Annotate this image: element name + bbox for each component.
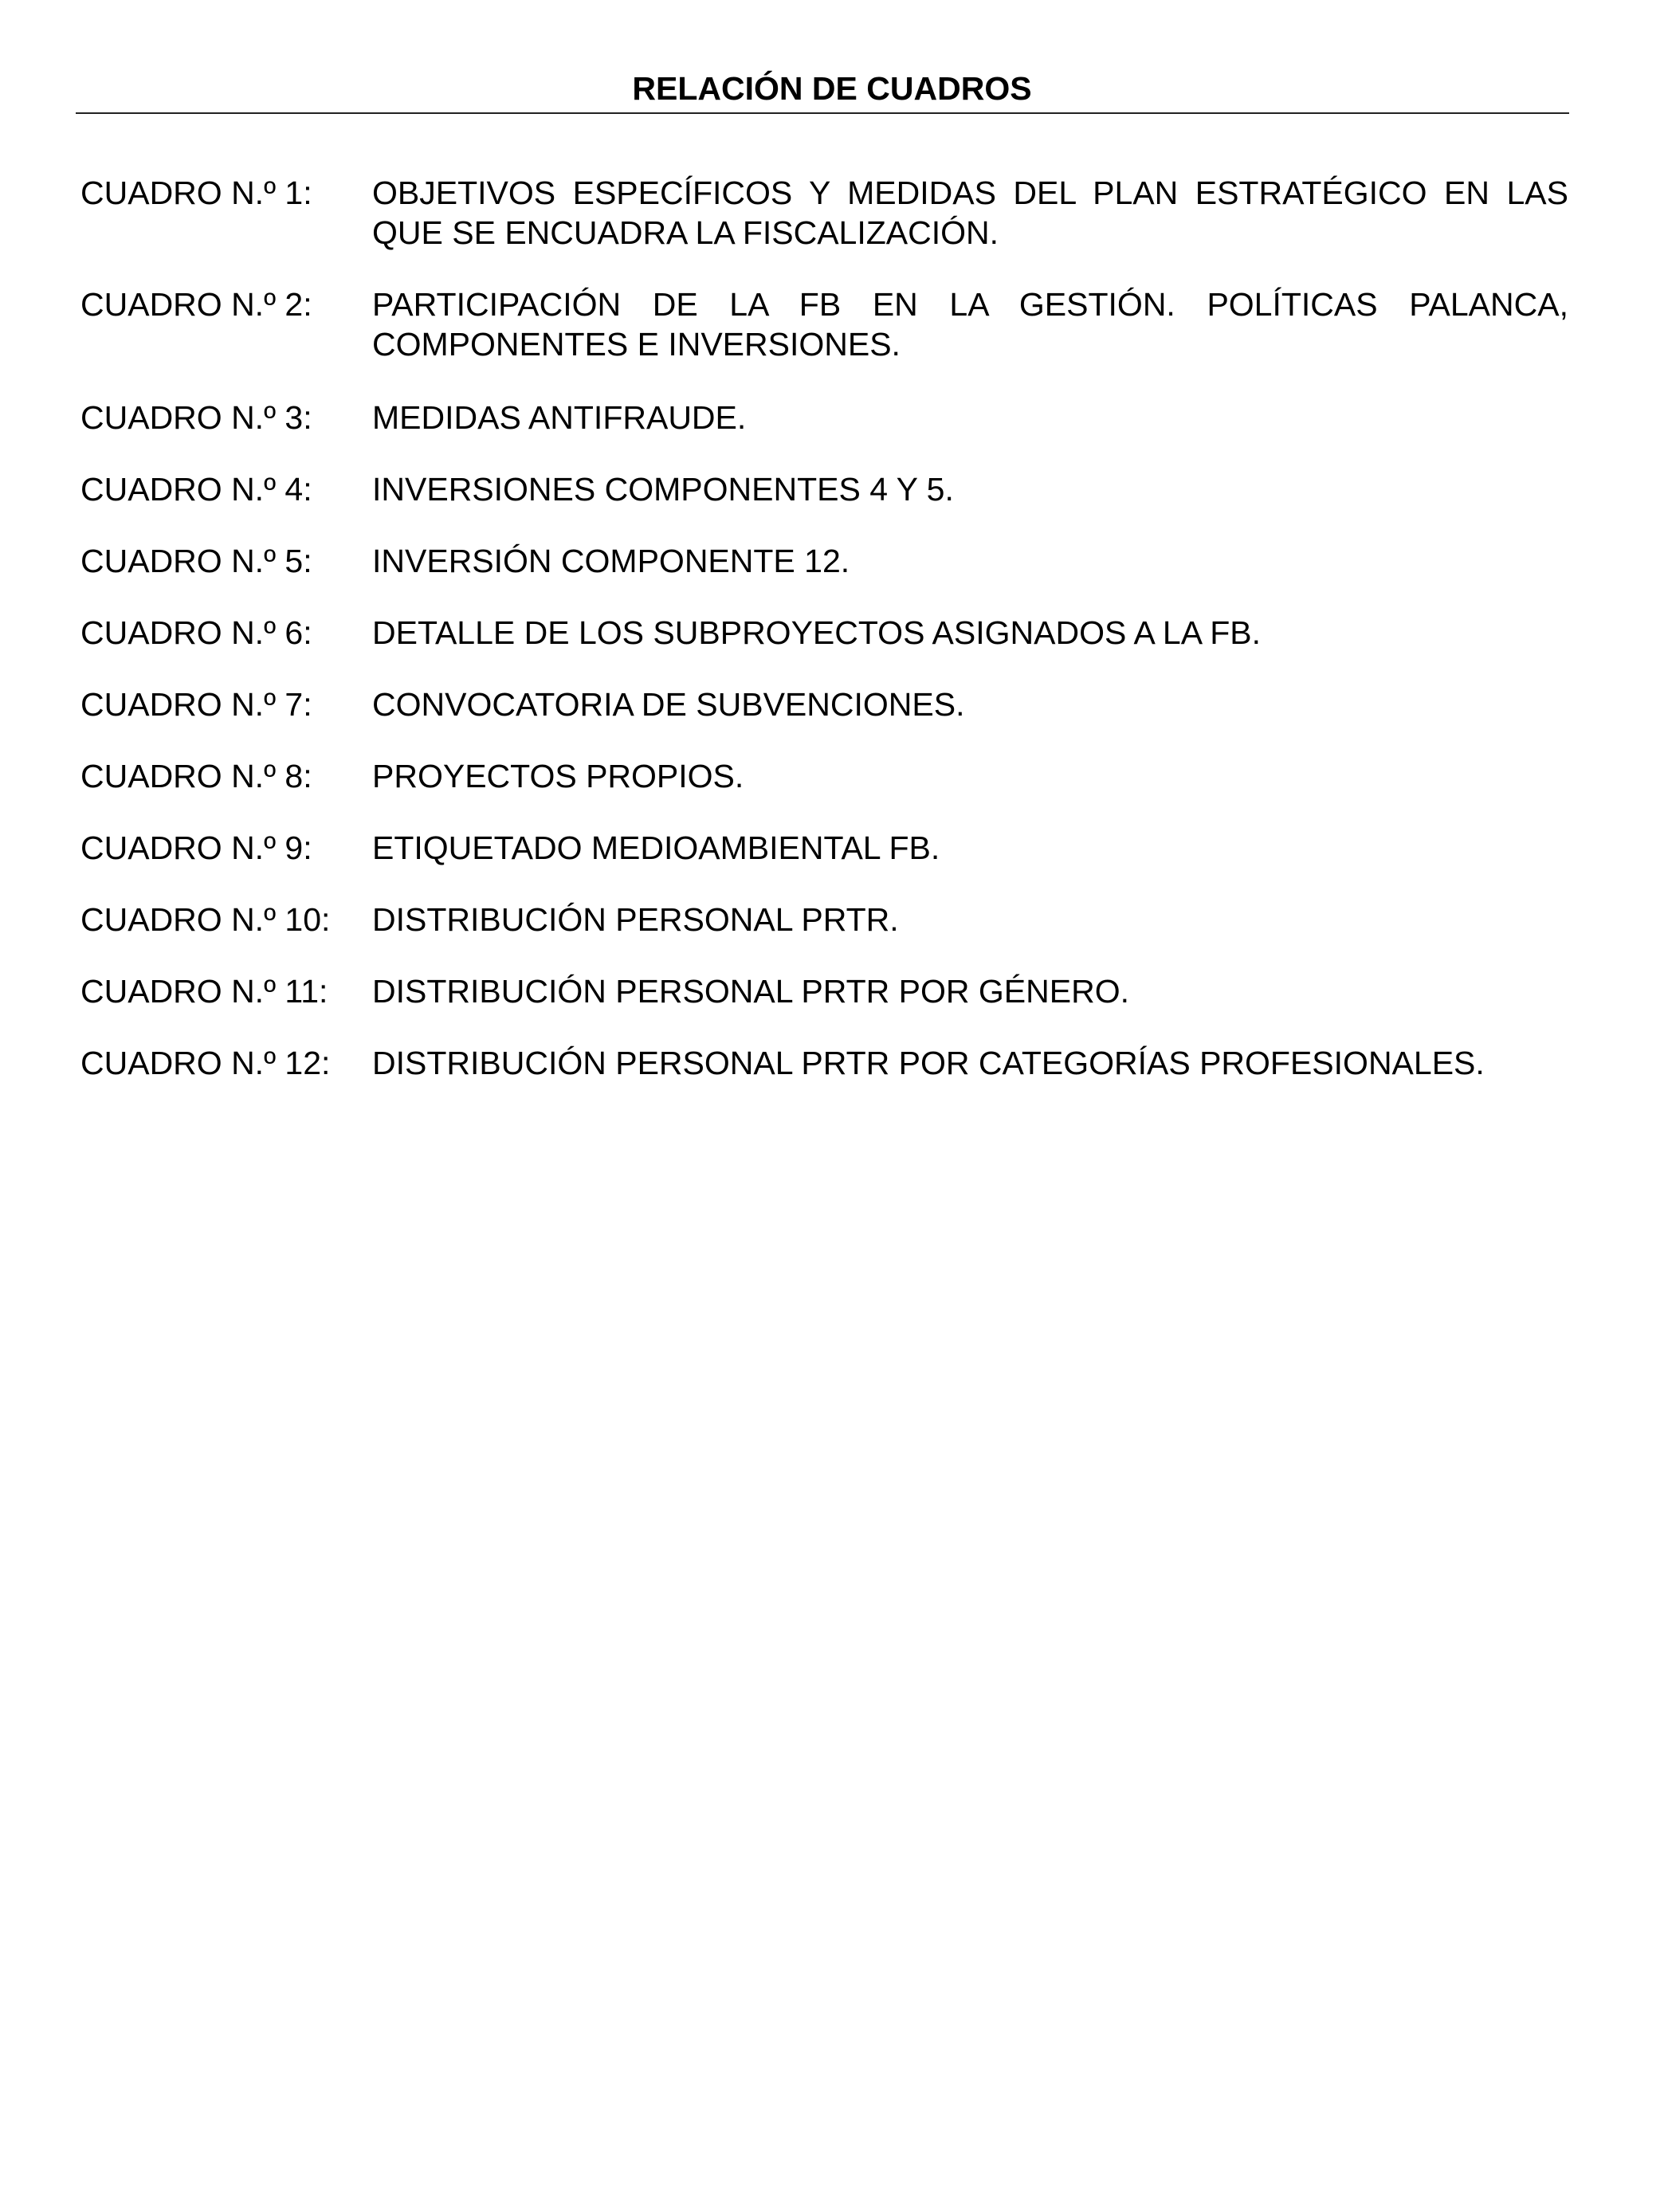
item-label: CUADRO N.º 7: <box>80 686 312 723</box>
list-item <box>80 900 1568 939</box>
item-description: DISTRIBUCIÓN PERSONAL PRTR POR GÉNERO. <box>372 973 1129 1010</box>
title-divider <box>76 112 1569 114</box>
list-item <box>80 684 1568 724</box>
list-item <box>80 756 1568 796</box>
item-label: CUADRO N.º 10: <box>80 901 331 938</box>
list-item <box>80 469 1568 509</box>
item-description: CONVOCATORIA DE SUBVENCIONES. <box>372 686 965 723</box>
item-description: OBJETIVOS ESPECÍFICOS Y MEDIDAS DEL PLAN ESTRATÉGICO EN LAS QUE SE ENCUADRA LA FISCALIZACIÓN. <box>372 175 1568 251</box>
item-description: DISTRIBUCIÓN PERSONAL PRTR POR CATEGORÍAS PROFESIONALES. <box>372 1045 1485 1081</box>
item-label: CUADRO N.º 6: <box>80 614 312 651</box>
item-description: INVERSIÓN COMPONENTE 12. <box>372 543 850 579</box>
item-label: CUADRO N.º 4: <box>80 471 312 508</box>
item-label: CUADRO N.º 2: <box>80 286 312 323</box>
item-description: INVERSIONES COMPONENTES 4 Y 5. <box>372 471 954 508</box>
item-label: CUADRO N.º 9: <box>80 830 312 866</box>
list-item <box>80 1043 1568 1083</box>
item-label: CUADRO N.º 1: <box>80 175 312 211</box>
list-item <box>80 828 1568 868</box>
item-label: CUADRO N.º 5: <box>80 543 312 579</box>
item-description: DISTRIBUCIÓN PERSONAL PRTR. <box>372 901 899 938</box>
item-description: ETIQUETADO MEDIOAMBIENTAL FB. <box>372 830 940 866</box>
item-description: MEDIDAS ANTIFRAUDE. <box>372 399 747 436</box>
page-title: RELACIÓN DE CUADROS <box>632 70 1032 107</box>
list-item <box>80 398 1568 437</box>
list-item <box>80 173 1568 253</box>
list-item <box>80 284 1568 364</box>
item-description: PROYECTOS PROPIOS. <box>372 758 744 794</box>
item-label: CUADRO N.º 11: <box>80 973 328 1010</box>
item-description: DETALLE DE LOS SUBPROYECTOS ASIGNADOS A LA FB. <box>372 614 1261 651</box>
item-label: CUADRO N.º 12: <box>80 1045 331 1081</box>
item-description: PARTICIPACIÓN DE LA FB EN LA GESTIÓN. POLÍTICAS PALANCA, COMPONENTES E INVERSIONES. <box>372 286 1568 363</box>
list-item <box>80 541 1568 581</box>
list-item <box>80 971 1568 1011</box>
item-label: CUADRO N.º 8: <box>80 758 312 794</box>
item-label: CUADRO N.º 3: <box>80 399 312 436</box>
list-item <box>80 613 1568 653</box>
